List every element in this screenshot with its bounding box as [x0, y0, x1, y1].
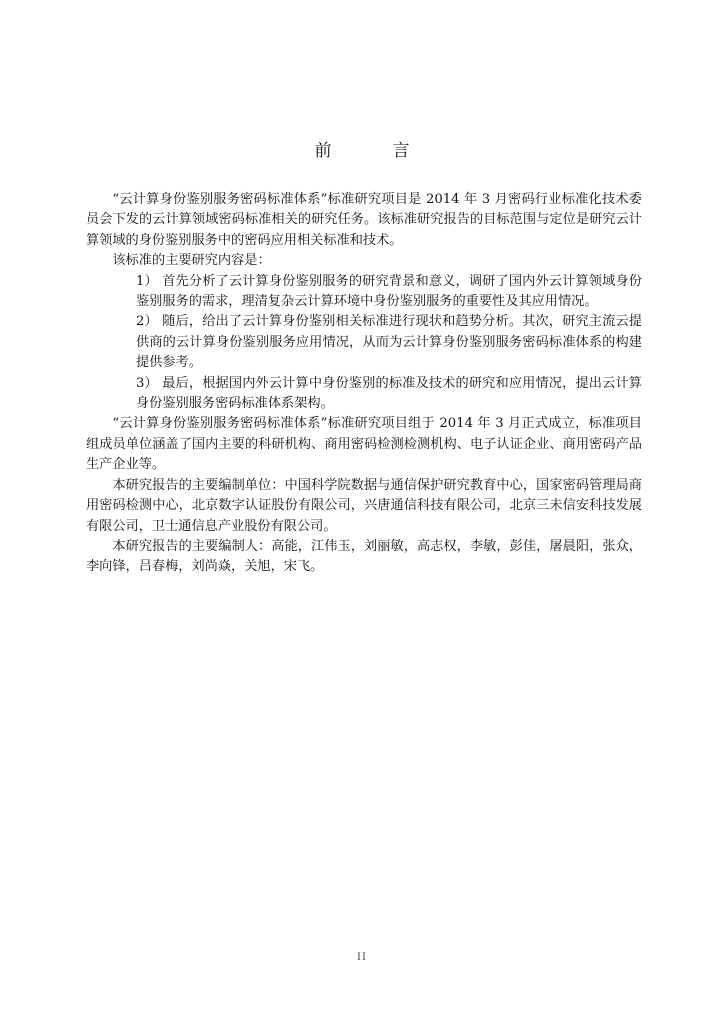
units-paragraph: 本研究报告的主要编制单位：中国科学院数据与通信保护研究教育中心，国家密码管理局商用密码检测中心，北京数字认证股份有限公司，兴唐通信科技有限公司，北京三未信安科技发展有限公司，卫士通信息产业股份有限公司。 [86, 477, 642, 534]
page-title: 前 言 [314, 141, 432, 161]
page-number: II [357, 952, 367, 963]
intro-paragraph: “云计算身份鉴别服务密码标准体系”标准研究项目是 2014 年 3 月密码行业标准化技术委员会下发的云计算领域密码标准相关的研究任务。该标准研究报告的目标范围与定位是研究云计算领域的身份鉴别服务中的密码应用相关标准和技术。 [86, 192, 642, 248]
list-item: 2） 随后，给出了云计算身份鉴别相关标准进行现状和趋势分析。其次，研究主流云提供商的云计算身份鉴别服务应用情况，从而为云计算身份鉴别服务密码标准体系的构建提供参考。 [136, 314, 642, 371]
preface-body [86, 190, 642, 578]
content-lead: 该标准的主要研究内容是： [112, 253, 271, 269]
list-item: 3） 最后，根据国内外云计算中身份鉴别的标准及技术的研究和应用情况，提出云计算身份鉴别服务密码标准体系架构。 [136, 375, 642, 412]
project-group-paragraph: “云计算身份鉴别服务密码标准体系”标准研究项目组于 2014 年 3 月正式成立，标准项目组成员单位涵盖了国内主要的科研机构、商用密码检测检测机构、电子认证企业、商用密码产品生产企业等。 [86, 416, 642, 473]
authors-paragraph: 本研究报告的主要编制人：高能，江伟玉，刘丽敏，高志权，李敏，彭佳，屠晨阳，张众，李向锋，吕春梅，刘尚焱，关旭，宋飞。 [86, 538, 642, 575]
list-item: 1） 首先分析了云计算身份鉴别服务的研究背景和意义，调研了国内外云计算领域身份鉴别服务的需求，理清复杂云计算环境中身份鉴别服务的重要性及其应用情况。 [136, 273, 642, 310]
